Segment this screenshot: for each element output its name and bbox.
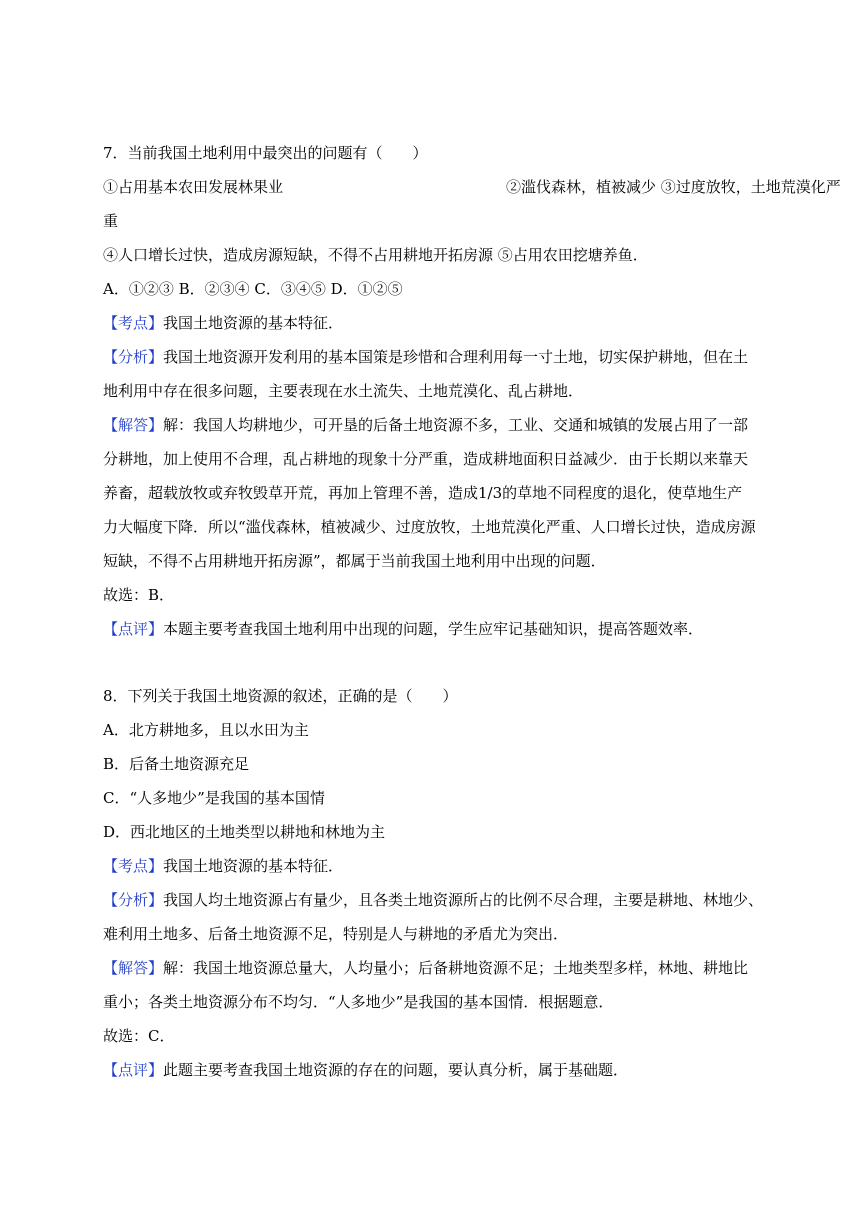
q8-jieda-tag: 【解答】 (103, 959, 164, 977)
q7-jieda-text-1: 解：我国人均耕地少，可开垦的后备土地资源不多，工业、交通和城镇的发展占用了一部 (163, 416, 749, 434)
q8-fenxi-line-2: 难利用土地多、后备土地资源不足，特别是人与耕地的矛盾尤为突出． (103, 925, 569, 943)
q8-option-c: C．“人多地少”是我国的基本国情 (103, 789, 325, 807)
q8-kaodian-tag: 【考点】 (103, 857, 164, 875)
q7-options: A．①②③ B．②③④ C．③④⑤ D．①②⑤ (103, 280, 403, 298)
q7-jieda-line-5: 短缺，不得不占用耕地开拓房源”，都属于当前我国土地利用中出现的问题． (103, 552, 606, 570)
q7-fenxi-tag: 【分析】 (103, 348, 164, 366)
q7-statement-1: ①占用基本农田发展林果业 (103, 178, 284, 196)
q7-dianping (103, 619, 800, 639)
q8-dianping-tag: 【点评】 (103, 1061, 164, 1079)
q8-option-a: A．北方耕地多，且以水田为主 (103, 721, 309, 739)
q8-dianping (103, 1060, 800, 1080)
q7-jieda-line-3: 养畜，超载放牧或弃牧毁草开荒，再加上管理不善，造成1/3的草地不同程度的退化，使草地生产 (103, 484, 743, 502)
q8-jieda-text-1: 解：我国土地资源总量大，人均量小；后备耕地资源不足；土地类型多样，林地、耕地比 (163, 959, 749, 977)
q7-dianping-tag: 【点评】 (103, 620, 164, 638)
q7-kaodian-tag: 【考点】 (103, 314, 164, 332)
q8-dianping-text: 此题主要考查我国土地资源的存在的问题，要认真分析，属于基础题． (163, 1061, 629, 1079)
q7-jieda-line-4: 力大幅度下降．所以“滥伐森林，植被减少、过度放牧，土地荒漠化严重、人口增长过快，造成房源 (103, 518, 756, 536)
q7-fenxi-text-1: 我国土地资源开发利用的基本国策是珍惜和合理利用每一寸土地，切实保护耕地，但在土 (163, 348, 749, 366)
q7-kaodian (103, 313, 800, 333)
q7-fenxi-line-1 (103, 347, 800, 367)
q7-statements-row-1 (103, 177, 841, 197)
q7-dianping-text: 本题主要考查我国土地利用中出现的问题，学生应牢记基础知识，提高答题效率． (163, 620, 704, 638)
q8-fenxi-line-1 (103, 890, 800, 910)
q7-stem: 7．当前我国土地利用中最突出的问题有（ ） (103, 144, 428, 162)
q8-option-d: D．西北地区的土地类型以耕地和林地为主 (103, 823, 386, 841)
q8-option-b: B．后备土地资源充足 (103, 755, 250, 773)
q7-jieda-tag: 【解答】 (103, 416, 164, 434)
q8-answer: 故选：C． (103, 1027, 175, 1045)
q8-fenxi-text-1: 我国人均土地资源占有量少，且各类土地资源所占的比例不尽合理，主要是耕地、林地少、 (163, 891, 764, 909)
q7-statement-4-5: ④人口增长过快，造成房源短缺，不得不占用耕地开拓房源 ⑤占用农田挖塘养鱼． (103, 246, 648, 264)
q8-jieda-line-2: 重小；各类土地资源分布不均匀．“人多地少”是我国的基本国情．根据题意． (103, 993, 614, 1011)
q7-fenxi-line-2: 地利用中存在很多问题，主要表现在水土流失、土地荒漠化、乱占耕地． (103, 382, 584, 400)
q8-stem: 8．下列关于我国土地资源的叙述，正确的是（ ） (103, 687, 458, 705)
q8-jieda-line-1 (103, 958, 800, 978)
q7-answer: 故选：B． (103, 586, 175, 604)
q7-statement-3-continued: 重 (103, 212, 119, 230)
q8-kaodian (103, 856, 800, 876)
q7-jieda-line-1 (103, 415, 800, 435)
q7-kaodian-text: 我国土地资源的基本特征． (163, 314, 344, 332)
q7-jieda-line-2: 分耕地，加上使用不合理，乱占耕地的现象十分严重，造成耕地面积日益减少．由于长期以来靠天 (103, 450, 749, 468)
q8-kaodian-text: 我国土地资源的基本特征． (163, 857, 344, 875)
q7-statement-2-3: ②滥伐森林，植被减少 ③过度放牧，土地荒漠化严 (506, 178, 841, 196)
q8-fenxi-tag: 【分析】 (103, 891, 164, 909)
